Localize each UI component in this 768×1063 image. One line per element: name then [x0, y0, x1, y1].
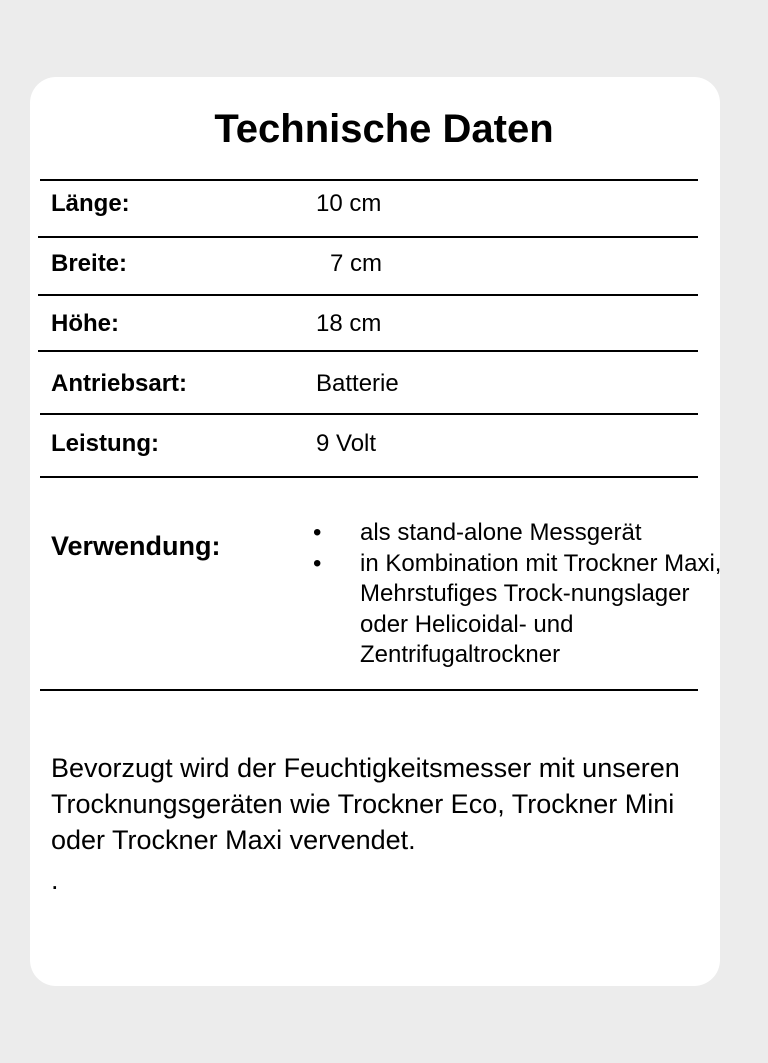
spec-label-width: Breite: [51, 250, 128, 277]
note-text: Bevorzugt wird der Feuchtigkeitsmesser mit unseren Trocknungsgeräten wie Trockner Eco, Trockner Mini oder Trockner Maxi vervendet. [51, 753, 680, 855]
page-title: Technische Daten [214, 107, 554, 151]
spec-label-height: Höhe: [51, 310, 119, 337]
table-divider [40, 476, 698, 478]
spec-label-drive: Antriebsart: [51, 370, 188, 397]
usage-item-text: als stand-alone Messgerät [360, 519, 642, 546]
spec-label-length: Länge: [51, 190, 130, 217]
spec-value-power: 9 Volt [316, 430, 377, 457]
spec-label-power: Leistung: [51, 430, 159, 457]
table-divider [40, 179, 698, 181]
spec-value-length: 10 cm [316, 190, 382, 217]
bullet-icon: • [313, 519, 322, 546]
spec-value-height: 18 cm [316, 310, 382, 337]
note-trailing-dot: . [51, 865, 59, 895]
spec-value-width: 7 cm [330, 250, 383, 277]
usage-item-text: in Kombination mit Trockner Maxi, Mehrstufiges Trock-nungslager oder Helicoidal- und Zentrifugaltrockner [360, 549, 722, 668]
usage-list [313, 518, 723, 671]
bullet-icon: • [313, 549, 322, 577]
table-divider [40, 689, 698, 691]
spec-value-drive: Batterie [316, 370, 399, 397]
table-divider [38, 294, 698, 296]
table-divider [38, 350, 698, 352]
list-item [313, 549, 723, 671]
table-divider [40, 413, 698, 415]
table-divider [38, 236, 698, 238]
usage-label: Verwendung: [51, 531, 221, 561]
list-item [313, 518, 723, 549]
